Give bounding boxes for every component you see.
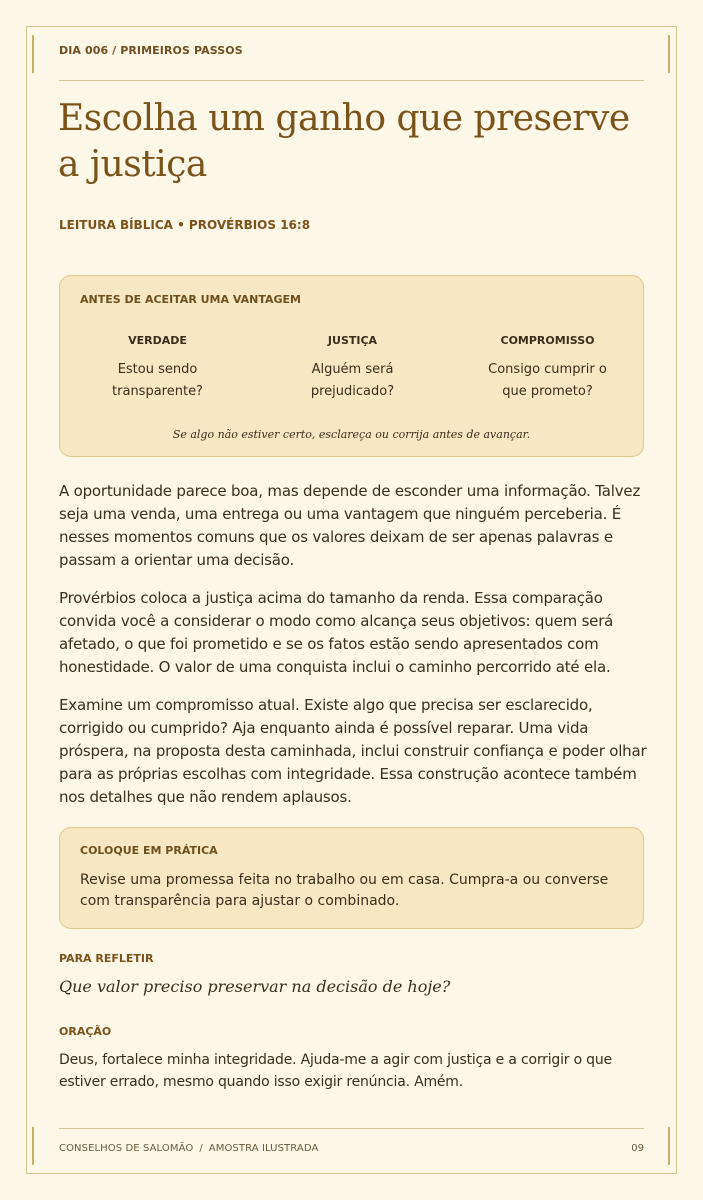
- header-divider: [59, 80, 644, 81]
- footer-separator: /: [199, 1143, 203, 1154]
- checklist-column-heading: VERDADE: [128, 334, 187, 347]
- checklist-note: Se algo não estiver certo, esclareça ou corrija antes de avançar.: [172, 428, 531, 441]
- footer-book-info: [59, 1143, 318, 1154]
- day-kicker: DIA 006 / PRIMEIROS PASSOS: [59, 44, 243, 57]
- practice-text: Revise uma promessa feita no trabalho ou em casa. Cumpra-a ou converse com transparência para ajustar o combinado.: [80, 872, 609, 909]
- checklist-column-commitment: [450, 334, 645, 403]
- footer-edition: AMOSTRA ILUSTRADA: [208, 1143, 319, 1154]
- corner-mark-top-right: [668, 35, 670, 73]
- practice-panel: [59, 827, 644, 929]
- page-number: 09: [631, 1143, 644, 1154]
- page-title: Escolha um ganho que preserve a justiça: [58, 98, 630, 185]
- prayer-text: Deus, fortalece minha integridade. Ajuda-me a agir com justiça e a corrigir o que estiver errado, mesmo quando isso exigir renúncia. Amém.: [59, 1052, 612, 1090]
- checklist-column-truth: [60, 334, 255, 403]
- corner-mark-bottom-right: [668, 1127, 670, 1165]
- checklist-panel: [59, 275, 644, 457]
- footer-divider: [59, 1128, 644, 1129]
- checklist-label: ANTES DE ACEITAR UMA VANTAGEM: [80, 293, 301, 306]
- corner-mark-top-left: [32, 35, 34, 73]
- checklist-column-question: Estou sendo transparente?: [112, 362, 203, 399]
- prayer-label: ORAÇÃO: [59, 1025, 112, 1038]
- body-paragraph-3: Examine um compromisso atual. Existe algo que precisa ser esclarecido, corrigido ou cumprido? Aja enquanto ainda é possível reparar. Uma vida próspera, na proposta desta caminhada, inclui construir confiança e poder olhar para as próprias escolhas com integridade. Essa construção acontece também nos detalhes que não rendem aplausos.: [59, 696, 647, 806]
- reflection-question: Que valor preciso preservar na decisão de hoje?: [59, 977, 451, 996]
- practice-label: COLOQUE EM PRÁTICA: [80, 844, 218, 857]
- bible-reading-reference: LEITURA BÍBLICA • PROVÉRBIOS 16:8: [59, 218, 311, 232]
- corner-mark-bottom-left: [32, 1127, 34, 1165]
- checklist-column-question: Alguém será prejudicado?: [310, 362, 395, 399]
- body-paragraph-1: A oportunidade parece boa, mas depende de esconder uma informação. Talvez seja uma venda, uma entrega ou uma vantagem que ninguém perceberia. É nesses momentos comuns que os valores deixam de ser apenas palavras e passam a orientar uma decisão.: [59, 482, 641, 569]
- body-paragraph-2: Provérbios coloca a justiça acima do tamanho da renda. Essa comparação convida você a considerar o modo como alcança seus objetivos: quem será afetado, o que foi prometido e se os fatos estão sendo apresentados com honestidade. O valor de uma conquista inclui o caminho percorrido até ela.: [59, 589, 614, 676]
- footer-book-title: CONSELHOS DE SALOMÃO: [59, 1143, 194, 1154]
- checklist-column-justice: [255, 334, 450, 403]
- checklist-column-question: Consigo cumprir o que prometo?: [488, 362, 607, 399]
- checklist-column-heading: JUSTIÇA: [327, 334, 378, 347]
- checklist-column-heading: COMPROMISSO: [500, 334, 595, 347]
- reflection-label: PARA REFLETIR: [59, 952, 154, 965]
